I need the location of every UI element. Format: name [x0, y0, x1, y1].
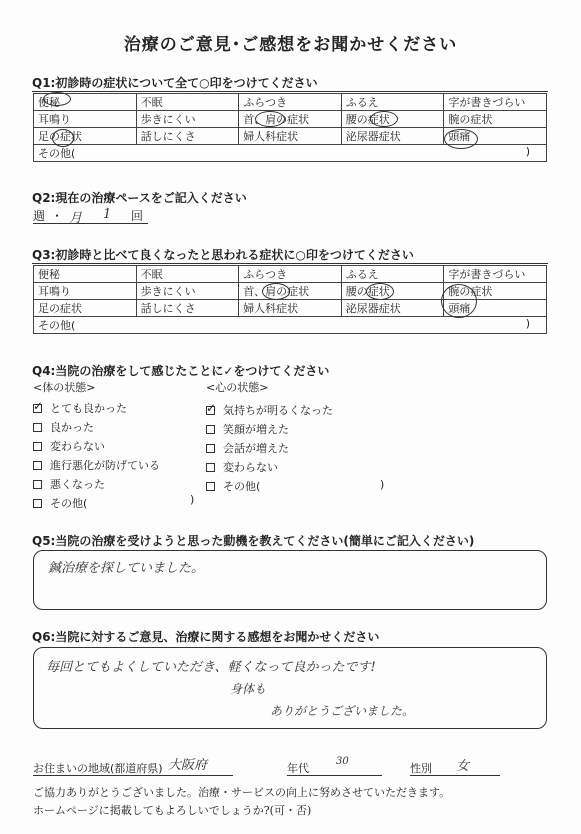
q1-heading — [32, 74, 318, 91]
checkbox[interactable] — [33, 423, 42, 432]
symptom-cell[interactable]: 話しにくさ — [136, 128, 239, 145]
region-value: 大阪府 — [168, 758, 208, 773]
checkbox[interactable] — [33, 480, 42, 489]
q2-label: Q2:現在の治療ペースをご記入ください — [32, 191, 247, 205]
symptom-cell[interactable]: 便秘 — [34, 266, 137, 283]
symptom-cell[interactable]: 首、肩の症状 — [239, 111, 342, 128]
symptom-cell[interactable]: ふらつき — [239, 266, 342, 283]
symptom-cell[interactable]: 婦人科症状 — [239, 300, 342, 317]
checkbox[interactable] — [33, 404, 42, 413]
option-label: 悪くなった — [50, 478, 105, 491]
body-option[interactable] — [33, 495, 87, 511]
checkbox[interactable] — [206, 444, 215, 453]
thanks-note: ご協力ありがとうございました。治療・サービスの向上に努めさせていただきます。 — [33, 786, 451, 799]
symptom-cell[interactable]: 腰の症状 — [341, 283, 444, 300]
symptom-cell[interactable]: 足の症状 — [34, 300, 137, 317]
q1-symptom-table — [33, 93, 547, 162]
q4-heading — [32, 362, 329, 379]
q5-heading — [32, 532, 474, 549]
age-underline — [287, 762, 382, 776]
mark-circle — [370, 111, 398, 127]
symptom-row — [34, 111, 547, 128]
q3-heading — [32, 246, 414, 263]
symptom-cell[interactable]: 首、肩の症状 — [239, 283, 342, 300]
symptom-cell[interactable]: ふらつき — [239, 94, 342, 111]
body-option[interactable] — [33, 476, 105, 492]
checkbox[interactable] — [206, 425, 215, 434]
other-close-paren: ) — [525, 145, 530, 158]
q5-answer-text: 鍼治療を探していました。 — [48, 561, 205, 576]
q1-label: Q1:初診時の症状について全て○印をつけてください — [32, 76, 318, 90]
option-label: とても良かった — [50, 402, 127, 415]
other-close-paren: ) — [525, 317, 530, 330]
q5-answer-box — [33, 550, 547, 610]
count-value: 1 — [103, 207, 112, 222]
mark-circle — [43, 92, 71, 106]
checkbox[interactable] — [206, 463, 215, 472]
option-label: 変わらない — [223, 461, 278, 474]
option-label: 気持ちが明るくなった — [223, 404, 333, 417]
symptom-cell[interactable]: 婦人科症状 — [239, 128, 342, 145]
symptom-cell[interactable]: 頭痛 — [444, 128, 547, 145]
other-symptom-field[interactable] — [34, 317, 547, 334]
q2-heading — [32, 189, 247, 206]
body-option[interactable] — [33, 419, 94, 435]
option-label: 良かった — [50, 421, 94, 434]
body-option[interactable] — [33, 457, 160, 473]
q6-answer-box — [33, 647, 547, 729]
symptom-cell[interactable]: 耳鳴り — [34, 283, 137, 300]
symptom-cell[interactable]: 耳鳴り — [34, 111, 137, 128]
symptom-cell[interactable]: 腕の症状 — [444, 283, 547, 300]
symptom-cell[interactable]: 腰の症状 — [341, 111, 444, 128]
checkbox[interactable] — [206, 406, 215, 415]
mark-circle — [444, 129, 478, 149]
mind-option[interactable] — [206, 478, 260, 494]
symptom-cell[interactable]: 泌尿器症状 — [341, 128, 444, 145]
age-label: 年代 — [287, 762, 309, 775]
q6-answer-line2: 身体も — [230, 682, 267, 696]
symptom-cell[interactable]: 足の症状 — [34, 128, 137, 145]
checkbox[interactable] — [33, 442, 42, 451]
mind-option[interactable] — [206, 421, 289, 437]
sex-value: 女 — [456, 759, 470, 774]
q6-answer-line1: 毎回とてもよくしていただき、軽くなって良かったです! — [46, 660, 376, 675]
mark-circle — [52, 129, 74, 147]
symptom-row — [34, 266, 547, 283]
symptom-cell[interactable]: 腕の症状 — [444, 111, 547, 128]
q6-heading — [32, 628, 379, 645]
body-option[interactable] — [33, 438, 105, 454]
symptom-cell[interactable]: 話しにくさ — [136, 300, 239, 317]
body-other-close: ) — [190, 493, 195, 506]
separator: ・ — [51, 209, 64, 223]
q2-frequency-field — [33, 207, 148, 224]
option-label: その他( — [50, 497, 88, 510]
symptom-cell[interactable]: 便秘 — [34, 94, 137, 111]
mark-circle — [255, 111, 285, 127]
body-state-heading: <体の状態> — [33, 381, 96, 394]
mark-circle — [366, 283, 394, 300]
mark-circle — [262, 283, 290, 300]
q4-label: Q4:当院の治療をして感じたことに✓をつけてください — [32, 364, 330, 378]
symptom-cell[interactable]: 字が書きづらい — [444, 266, 547, 283]
symptom-cell[interactable]: 泌尿器症状 — [341, 300, 444, 317]
page-title: 治療のご意見･ご感想をお聞かせください — [123, 35, 458, 55]
option-label: 変わらない — [50, 440, 105, 453]
symptom-cell[interactable]: ふるえ — [341, 94, 444, 111]
age-value: 30 — [336, 756, 349, 767]
unit-label: 回 — [131, 209, 144, 223]
option-label: 笑顔が増えた — [223, 423, 289, 436]
month-value: 月 — [69, 211, 83, 226]
mind-other-close: ) — [380, 478, 385, 491]
symptom-cell[interactable]: 歩きにくい — [136, 111, 239, 128]
option-label: その他( — [223, 480, 261, 493]
q5-label: Q5:当院の治療を受けようと思った動機を教えてください(簡単にご記入ください) — [32, 534, 475, 548]
region-label: お住まいの地域(都道府県) — [33, 762, 163, 775]
mark-circle — [441, 284, 477, 318]
symptom-cell[interactable]: 頭痛 — [444, 300, 547, 317]
week-label: 週 — [33, 209, 46, 223]
symptom-cell[interactable]: 字が書きづらい — [444, 94, 547, 111]
mind-state-heading: <心の状態> — [206, 381, 269, 394]
q6-label: Q6:当院に対するご意見、治療に関する感想をお聞かせください — [32, 630, 380, 644]
symptom-cell[interactable]: 不眠 — [136, 266, 239, 283]
option-label: 会話が増えた — [223, 442, 289, 455]
q3-label: Q3:初診時と比べて良くなったと思われる症状に○印をつけてください — [32, 248, 414, 262]
symptom-cell[interactable]: 不眠 — [136, 94, 239, 111]
checkbox[interactable] — [33, 461, 42, 470]
mind-option[interactable] — [206, 440, 289, 456]
checkbox[interactable] — [33, 499, 42, 508]
checkbox[interactable] — [206, 482, 215, 491]
mind-option[interactable] — [206, 402, 333, 418]
option-label: 進行悪化が防げている — [50, 459, 160, 472]
mind-option[interactable] — [206, 459, 278, 475]
symptom-cell[interactable]: ふるえ — [341, 266, 444, 283]
publish-consent-note: ホームページに掲載してもよろしいでしょうか?(可・否) — [33, 804, 312, 817]
q6-answer-line3: ありがとうございました。 — [270, 704, 415, 718]
sex-label: 性別 — [410, 762, 432, 775]
symptom-row — [34, 94, 547, 111]
sex-underline — [410, 762, 500, 776]
body-option[interactable] — [33, 400, 127, 416]
other-label: その他( — [38, 319, 76, 332]
other-label: その他( — [38, 147, 76, 160]
symptom-cell[interactable]: 歩きにくい — [136, 283, 239, 300]
